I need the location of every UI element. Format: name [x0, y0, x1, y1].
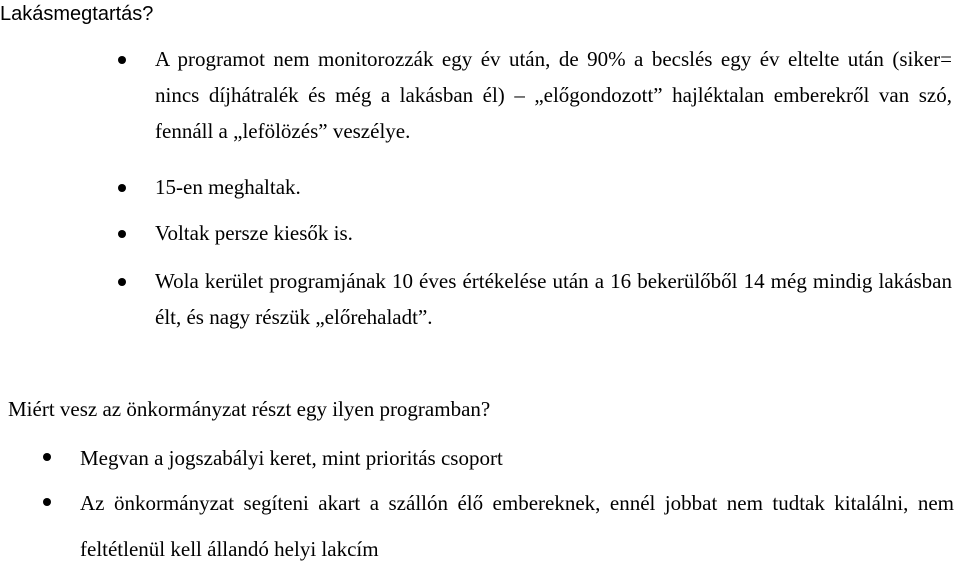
bullet-icon: [43, 498, 51, 506]
question-heading: Miért vesz az önkormányzat részt egy ilyen programban?: [8, 397, 491, 421]
bullet-icon: [118, 278, 126, 286]
list-item: Voltak persze kiesők is.: [155, 221, 353, 245]
bullet-icon: [118, 184, 126, 192]
list-item: Megvan a jogszabályi keret, mint prioritás csoport: [80, 446, 503, 470]
bullet-icon: [43, 453, 51, 461]
list-item: 15-en meghaltak.: [155, 175, 301, 199]
bullet-icon: [118, 56, 126, 64]
bullet-icon: [118, 230, 126, 238]
list-item: Wola kerület programjának 10 éves értékelése után a 16 bekerülőből 14 még mindig lakásban élt, és nagy részük „előrehaladt”.: [155, 269, 952, 329]
list-item: Az önkormányzat segíteni akart a szállón élő embereknek, ennél jobbat nem tudtak kitalálni, nem feltétlenül kell állandó helyi lakcím: [80, 491, 954, 561]
section-title: Lakásmegtartás?: [0, 3, 154, 25]
list-item: A programot nem monitorozzák egy év után, de 90% a becslés egy év eltelte után (siker= nincs díjhátralék és még a lakásban él) – „előgondozott” hajléktalan emberekről van szó, fennáll a „lefölözés” veszélye.: [155, 47, 952, 143]
